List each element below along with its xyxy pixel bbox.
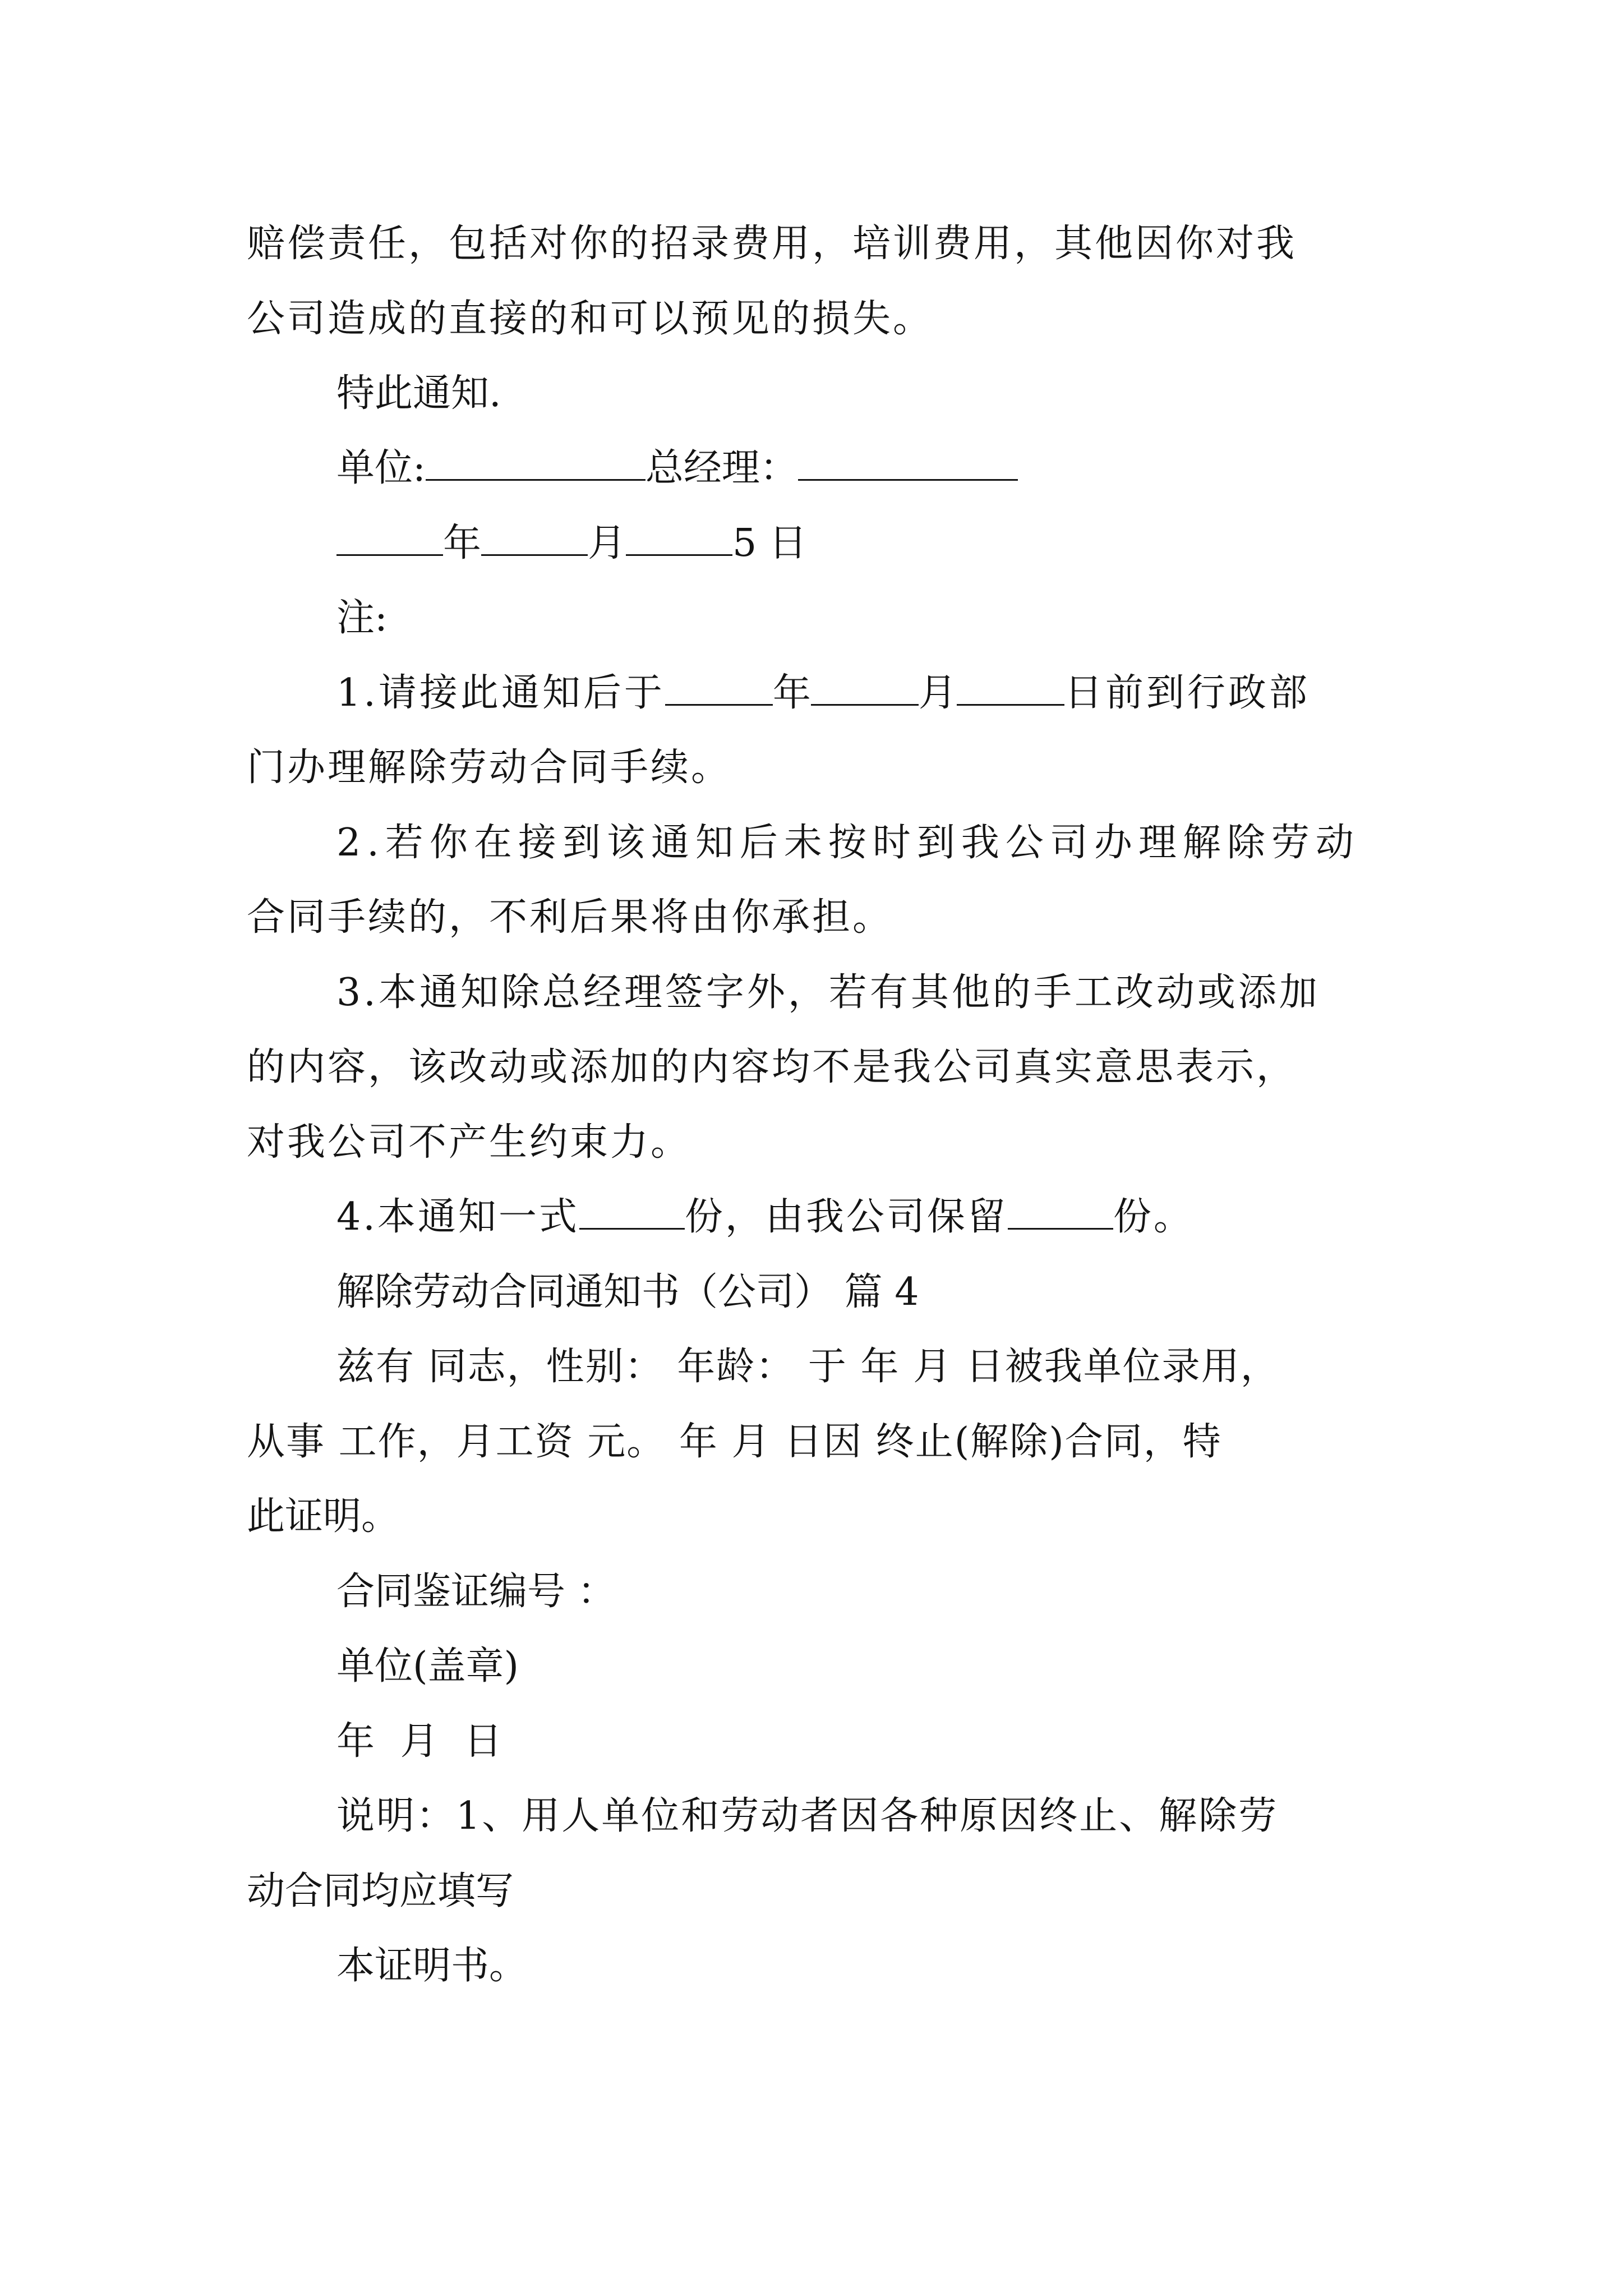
text: 门办理解除劳动合同手续。 bbox=[247, 746, 732, 790]
note-2-line bbox=[0, 892, 1623, 943]
text: 份。 bbox=[1113, 1195, 1194, 1239]
text: 从事 工作，月工资 元。 年 月 日因 终止(解除)合同，特 bbox=[247, 1420, 1222, 1464]
text: 说明：1、用人单位和劳动者因各种原因终止、解除劳 bbox=[336, 1794, 1279, 1838]
year-blank bbox=[665, 669, 773, 706]
month-blank bbox=[811, 669, 919, 706]
text: 1.请接此通知后于 bbox=[336, 671, 665, 715]
day-label: 5 日 bbox=[732, 521, 807, 565]
note-1-line bbox=[0, 743, 1623, 793]
note-3-line bbox=[0, 1117, 1623, 1168]
date-line bbox=[0, 1717, 1623, 1767]
month-label: 月 bbox=[918, 671, 957, 715]
explanation-line bbox=[0, 1791, 1623, 1842]
day-blank bbox=[957, 669, 1064, 706]
section-title bbox=[0, 1267, 1623, 1318]
note-1-line bbox=[0, 668, 1623, 719]
certificate-line bbox=[0, 1342, 1623, 1392]
text: 3.本通知除总经理签字外，若有其他的手工改动或添加 bbox=[336, 970, 1320, 1015]
paragraph-line bbox=[0, 219, 1380, 269]
text: 单位(盖章) bbox=[336, 1644, 519, 1688]
note-4-line bbox=[0, 1192, 1623, 1243]
text: 特此通知. bbox=[336, 371, 501, 416]
text: 日前到行政部 bbox=[1064, 671, 1310, 715]
note-heading bbox=[0, 593, 1623, 643]
year-blank bbox=[336, 519, 443, 556]
kept-copies-blank bbox=[1008, 1193, 1113, 1230]
note-3-line bbox=[0, 968, 1623, 1018]
text: 注: bbox=[336, 596, 388, 640]
manager-blank bbox=[798, 444, 1018, 481]
notice-line bbox=[0, 369, 1623, 419]
contract-number-line bbox=[0, 1567, 1623, 1617]
text: 对我公司不产生约束力。 bbox=[247, 1120, 691, 1165]
signature-line bbox=[0, 443, 1623, 494]
explanation-line bbox=[0, 1866, 1623, 1917]
text: 赔偿责任，包括对你的招录费用，培训费用，其他因你对我 bbox=[247, 222, 1297, 266]
text: 解除劳动合同通知书（公司） 篇 4 bbox=[336, 1270, 919, 1314]
text: 年 月 日 bbox=[336, 1719, 502, 1764]
paragraph-line bbox=[0, 294, 1623, 344]
text: 4.本通知一式 bbox=[336, 1195, 579, 1239]
text: 的内容，该改动或添加的内容均不是我公司真实意思表示， bbox=[247, 1045, 1297, 1089]
unit-label: 单位: bbox=[336, 446, 426, 490]
text: 兹有 同志，性别： 年龄： 于 年 月 日被我单位录用， bbox=[336, 1345, 1280, 1389]
year-label: 年 bbox=[772, 671, 811, 715]
certificate-line bbox=[0, 1492, 1623, 1542]
date-line bbox=[0, 518, 1623, 569]
seal-line bbox=[0, 1641, 1623, 1692]
text: 公司造成的直接的和可以预见的损失。 bbox=[247, 297, 934, 341]
year-label: 年 bbox=[443, 521, 482, 565]
text: 动合同均应填写 bbox=[247, 1869, 514, 1913]
note-3-line bbox=[0, 1042, 1623, 1093]
month-blank bbox=[481, 519, 588, 556]
certificate-line bbox=[0, 1417, 1623, 1467]
unit-blank bbox=[426, 444, 645, 481]
text: 本证明书。 bbox=[336, 1944, 528, 1988]
text: 合同鉴证编号 ： bbox=[336, 1570, 616, 1614]
month-label: 月 bbox=[588, 521, 626, 565]
copies-blank bbox=[579, 1193, 685, 1230]
day-blank bbox=[626, 519, 732, 556]
manager-label: 总经理： bbox=[645, 446, 798, 490]
explanation-line bbox=[0, 1941, 1623, 1991]
note-2-line bbox=[0, 818, 1623, 868]
text: 2.若你在接到该通知后未按时到我公司办理解除劳动 bbox=[336, 821, 1360, 865]
text: 此证明。 bbox=[247, 1494, 400, 1539]
text: 合同手续的，不利后果将由你承担。 bbox=[247, 895, 893, 940]
text: 份，由我公司保留 bbox=[684, 1195, 1008, 1239]
